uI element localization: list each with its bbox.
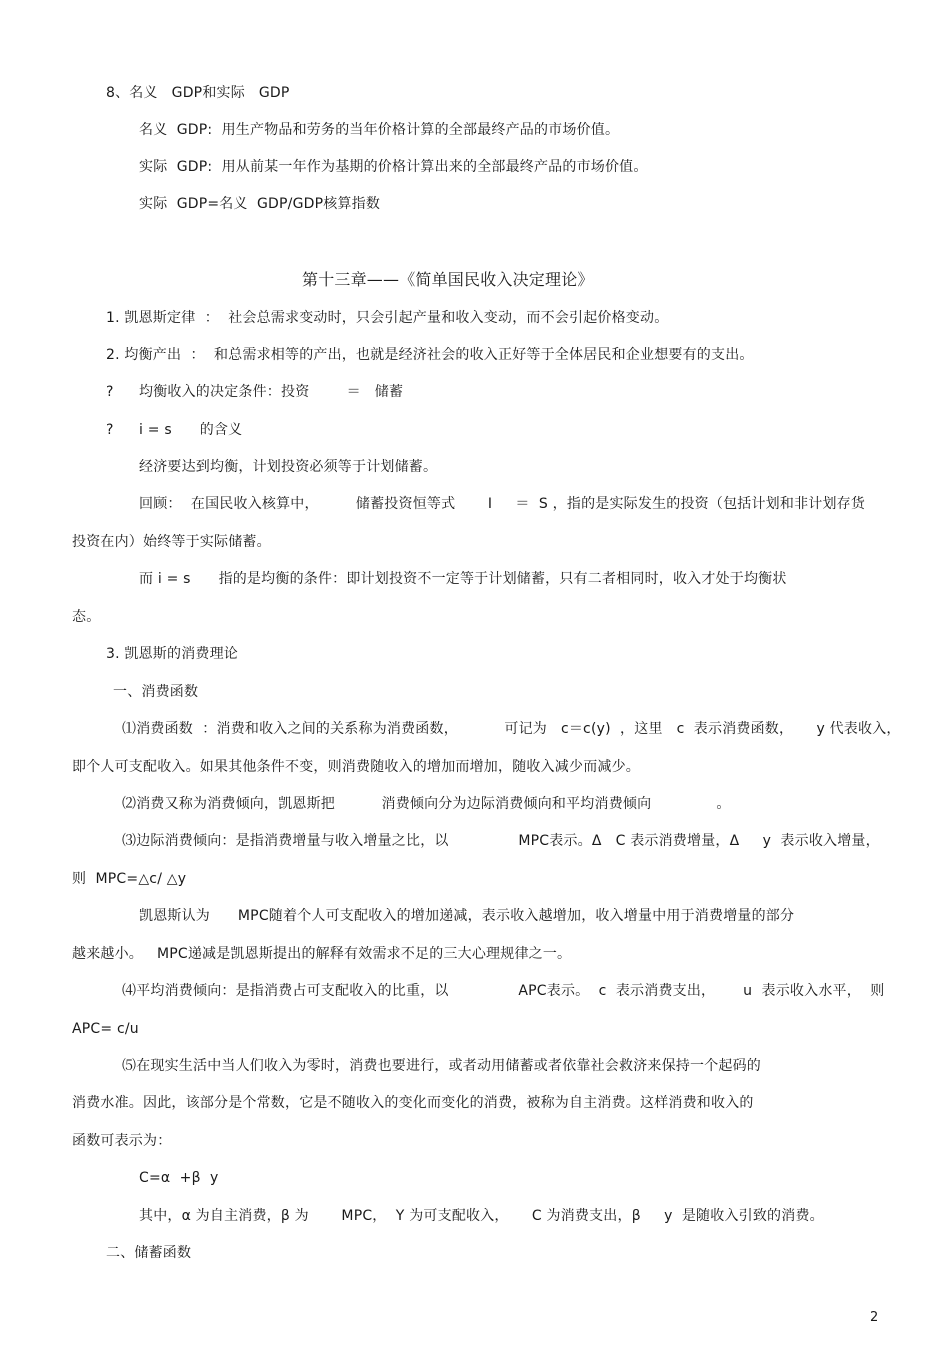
real-gdp-formula: 实际 GDP=名义 GDP/GDP核算指数 (139, 196, 381, 212)
chapter-title: 第十三章——《简单国民收入决定理论》 (302, 270, 594, 289)
consumption-function-formula: C=α +β y (139, 1170, 219, 1186)
paragraph: ⑵消费又称为消费倾向，凯恩斯把 消费倾向分为边际消费倾向和平均消费倾向 。 (122, 796, 731, 812)
paragraph: 凯恩斯认为 MPC随着个人可支配收入的增加递减，表示收入越增加，收入增量中用于消费增量的部分 (139, 908, 795, 924)
bullet-mark: ? (106, 422, 114, 438)
paragraph: 回顾： 在国民收入核算中， 储蓄投资恒等式 I ＝ S ，指的是实际发生的投资（包括计划和非计划存货 (139, 496, 866, 512)
equilibrium-output: 2. 均衡产出 ： 和总需求相等的产出，也就是经济社会的收入正好等于全体居民和企业想要有的支出。 (106, 347, 754, 363)
paragraph: 经济要达到均衡，计划投资必须等于计划储蓄。 (139, 459, 438, 475)
gdp-heading: 8、名义 GDP和实际 GDP (106, 85, 290, 101)
section-heading: 一、消费函数 (113, 684, 199, 700)
real-gdp-definition: 实际 GDP: 用从前某一年作为基期的价格计算出来的全部最终产品的市场价值。 (139, 159, 648, 175)
equilibrium-condition: 均衡收入的决定条件：投资 ＝ 储蓄 (139, 384, 404, 400)
page-number: 2 (870, 1310, 879, 1325)
section-heading: 二、储蓄函数 (106, 1245, 192, 1261)
mpc-formula: 则 MPC=△c/ △y (72, 871, 187, 887)
paragraph: 而 i = s 指的是均衡的条件：即计划投资不一定等于计划储蓄，只有二者相同时，收入才处于均衡状 (139, 571, 787, 587)
paragraph: 投资在内）始终等于实际储蓄。 (72, 534, 271, 550)
paragraph: ⑴消费函数 ：消费和收入之间的关系称为消费函数， 可记为 c＝c(y) ，这里 c 表示消费函数， y 代表收入， (122, 721, 901, 737)
keynes-consumption-theory: 3. 凯恩斯的消费理论 (106, 646, 239, 662)
paragraph: 消费水准。因此，该部分是个常数，它是不随收入的变化而变化的消费，被称为自主消费。这样消费和收入的 (72, 1095, 754, 1111)
paragraph: 其中，α 为自主消费，β 为 MPC， Y 为可支配收入， C 为消费支出，β y 是随收入引致的消费。 (139, 1208, 824, 1224)
i-equals-s-meaning: i = s 的含义 (139, 422, 243, 438)
paragraph: ⑶边际消费倾向：是指消费增量与收入增量之比，以 MPC表示。Δ C 表示消费增量，Δ y 表示收入增量， (122, 833, 880, 849)
bullet-mark: ? (106, 384, 114, 400)
paragraph: 态。 (72, 609, 101, 625)
paragraph: 函数可表示为： (72, 1133, 172, 1149)
nominal-gdp-definition: 名义 GDP: 用生产物品和劳务的当年价格计算的全部最终产品的市场价值。 (139, 122, 620, 138)
keynes-law: 1. 凯恩斯定律 ： 社会总需求变动时，只会引起产量和收入变动，而不会引起价格变动。 (106, 310, 669, 326)
paragraph: ⑷平均消费倾向：是指消费占可支配收入的比重，以 APC表示。 c 表示消费支出， u 表示收入水平， 则 (122, 983, 885, 999)
paragraph: ⑸在现实生活中当人们收入为零时，消费也要进行，或者动用储蓄或者依靠社会救济来保持一个起码的 (122, 1058, 761, 1074)
paragraph: 越来越小。 MPC递减是凯恩斯提出的解释有效需求不足的三大心理规律之一。 (72, 946, 572, 962)
paragraph: 即个人可支配收入。如果其他条件不变，则消费随收入的增加而增加，随收入减少而减少。 (72, 759, 640, 775)
apc-formula: APC= c/u (72, 1021, 139, 1037)
